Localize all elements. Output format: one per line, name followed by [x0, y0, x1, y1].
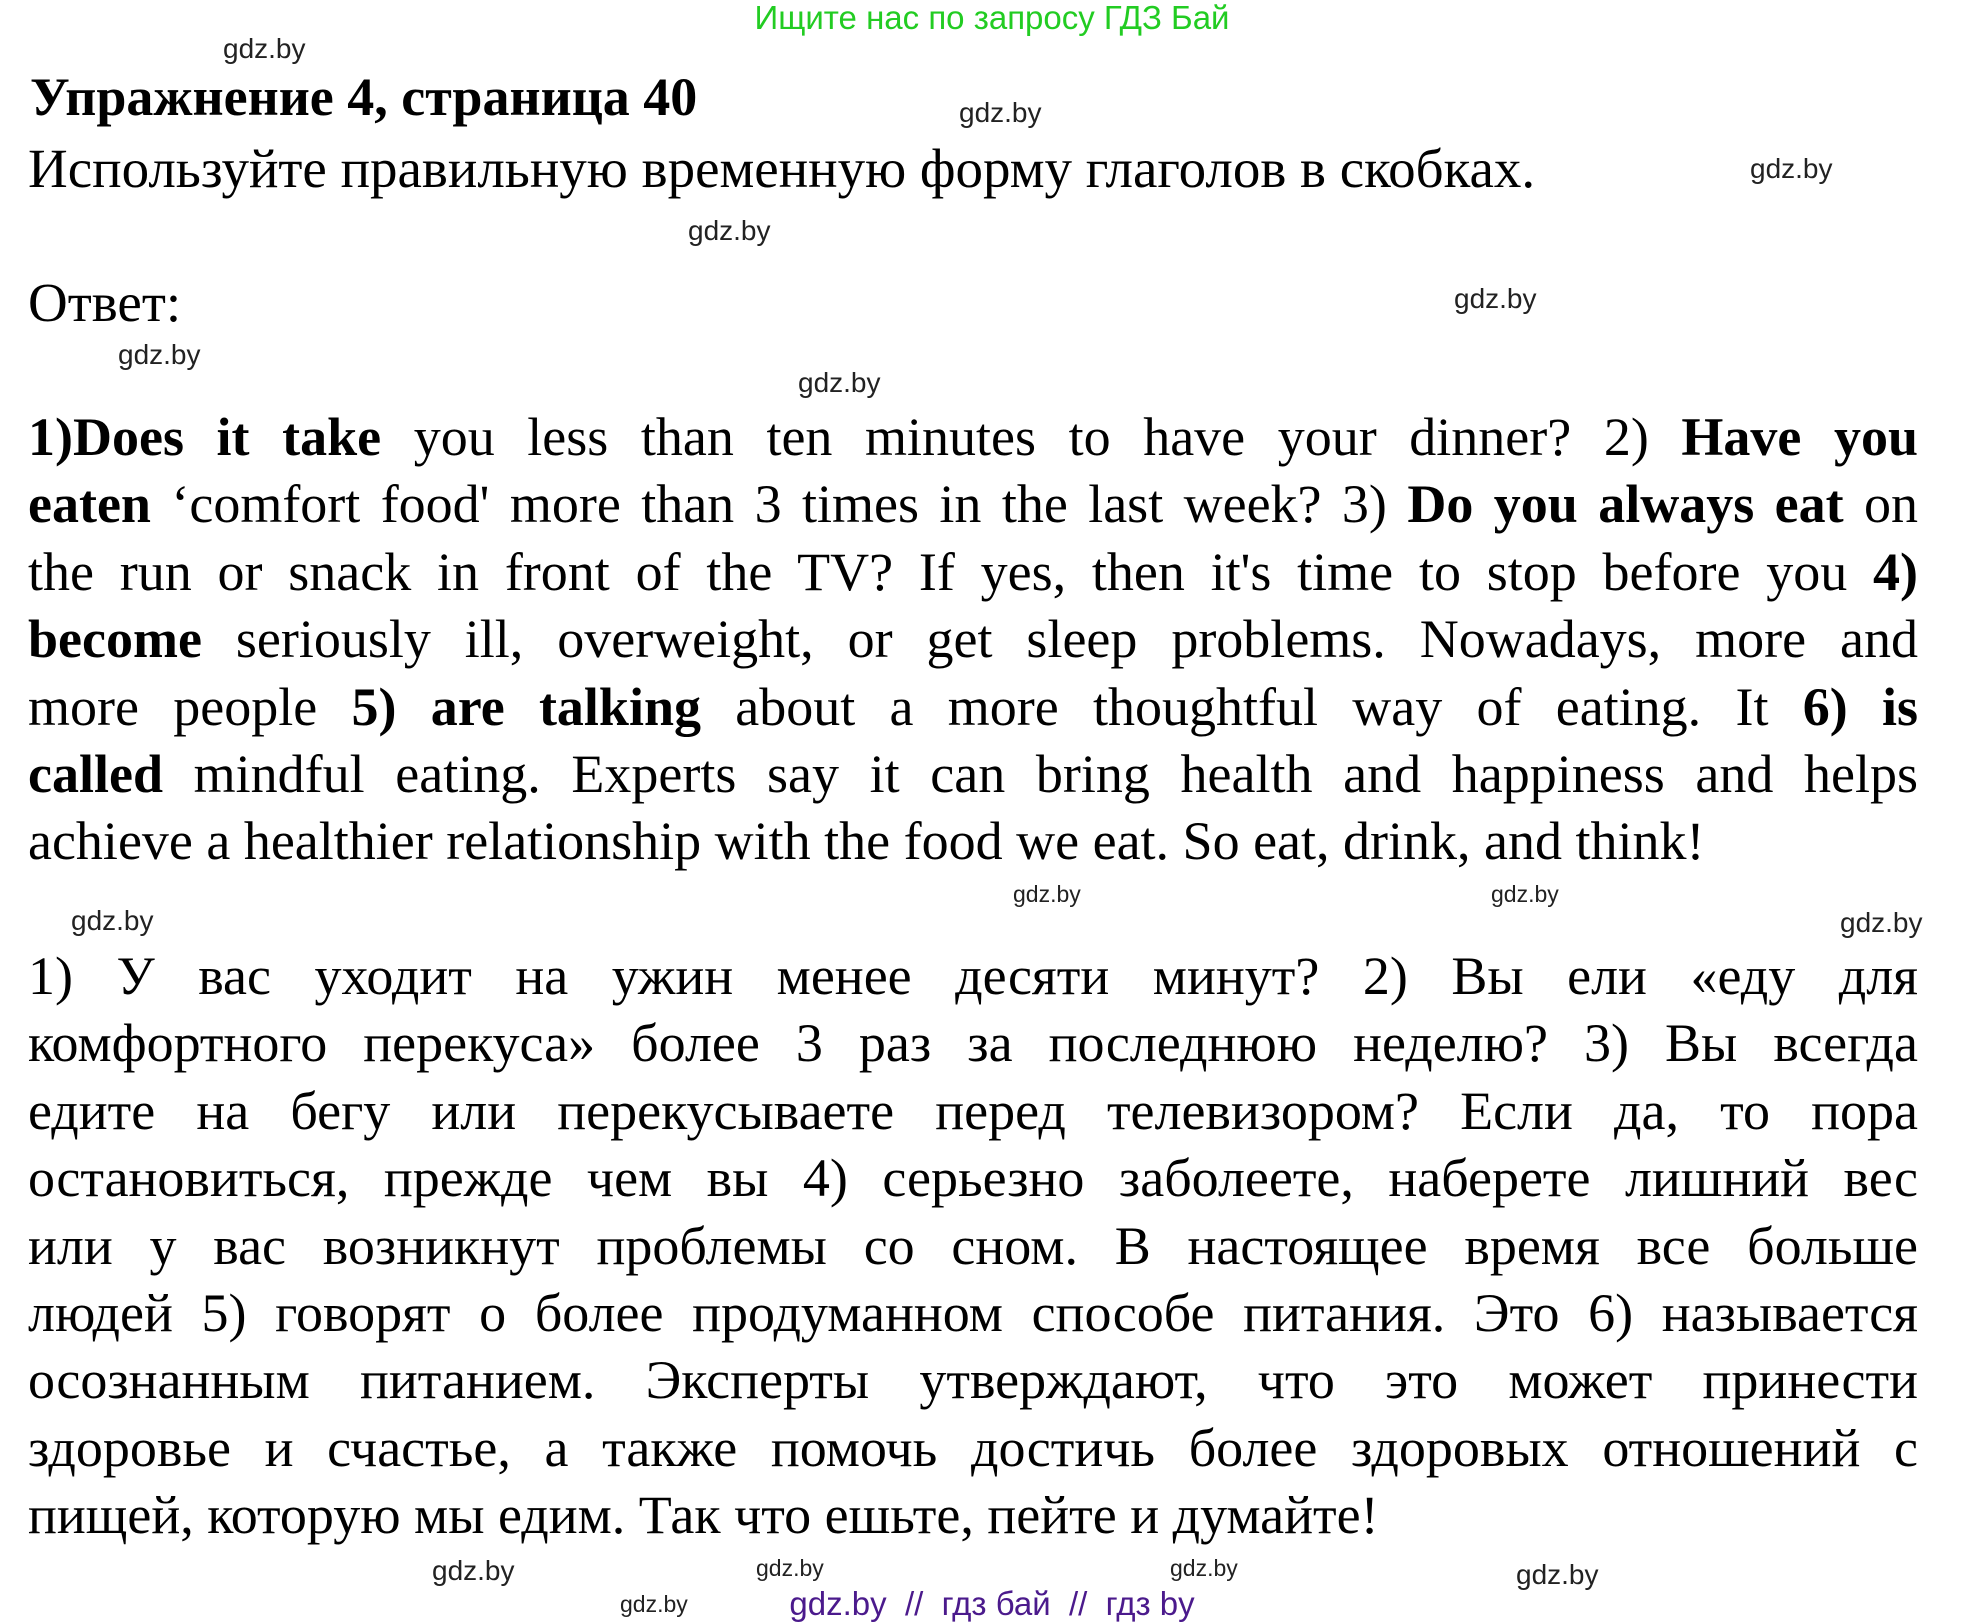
- watermark: gdz.by: [1170, 1555, 1238, 1581]
- text-line: [28, 808, 1918, 875]
- text-segment: остановиться, прежде чем вы 4) серьезно заболеете, наберете лишний вес: [28, 1148, 1918, 1209]
- text-line: [28, 1482, 1918, 1549]
- page-title: Упражнение 4, страница 40: [30, 67, 698, 127]
- watermark: gdz.by: [620, 1591, 688, 1617]
- watermark: gdz.by: [223, 33, 306, 64]
- text-segment: осознанным питанием. Эксперты утверждают, что это может принести: [28, 1350, 1918, 1411]
- text-segment: seriously ill, overweight, or get sleep problems. Nowadays, more and: [201, 609, 1918, 670]
- verb-answer: eaten: [28, 474, 151, 535]
- text-segment: ‘comfort food' more than 3 times in the last week? 3): [150, 474, 1408, 535]
- verb-answer: 4): [1873, 541, 1918, 602]
- watermark: gdz.by: [1516, 1559, 1599, 1590]
- text-line: [28, 943, 1918, 1010]
- text-line: [28, 1415, 1918, 1482]
- verb-answer: Have you: [1681, 407, 1918, 467]
- text-segment: mindful eating. Experts say it can bring health and happiness and helps: [162, 744, 1918, 805]
- text-segment: или у вас возникнут проблемы со сном. В настоящее время все больше: [28, 1215, 1918, 1276]
- text-line: [28, 1213, 1918, 1280]
- text-segment: едите на бегу или перекусываете перед телевизором? Если да, то пора: [28, 1080, 1918, 1141]
- text-line: [28, 404, 1918, 471]
- text-segment: on: [1843, 474, 1918, 535]
- text-line: [28, 741, 1918, 808]
- watermark: gdz.by: [1454, 283, 1537, 314]
- text-segment: more people: [28, 676, 352, 737]
- verb-answer: 5) are talking: [351, 676, 701, 737]
- text-line: [28, 1347, 1918, 1414]
- text-line: [28, 674, 1918, 741]
- text-segment: about a more thoughtful way of eating. It: [701, 676, 1803, 737]
- answer-russian-paragraph: [28, 943, 1918, 1550]
- watermark: gdz.by: [1013, 881, 1081, 907]
- answer-english-paragraph: [28, 404, 1918, 876]
- text-line: [28, 1145, 1918, 1212]
- text-line: [28, 606, 1918, 673]
- watermark: gdz.by: [1840, 907, 1923, 938]
- verb-answer: 6) is: [1802, 676, 1918, 737]
- verb-answer: 1)Does it take: [28, 407, 382, 467]
- text-segment: 1) У вас уходит на ужин менее десяти минут? 2) Вы ели «еду для: [28, 946, 1918, 1006]
- text-segment: achieve a healthier relationship with the food we eat. So eat, drink, and think!: [28, 811, 1705, 872]
- watermark: gdz.by: [798, 367, 881, 398]
- text-line: [28, 539, 1918, 606]
- verb-answer: become: [28, 609, 202, 670]
- watermark: gdz.by: [1491, 881, 1559, 907]
- watermark: gdz.by: [959, 97, 1042, 128]
- text-line: [28, 471, 1918, 538]
- text-segment: здоровье и счастье, а также помочь достичь более здоровых отношений с: [28, 1417, 1918, 1478]
- text-segment: людей 5) говорят о более продуманном способе питания. Это 6) называется: [28, 1283, 1918, 1344]
- text-line: [28, 1010, 1918, 1077]
- watermark: gdz.by: [756, 1555, 824, 1581]
- text-segment: you less than ten minutes to have your dinner? 2): [381, 407, 1682, 467]
- answer-label: Ответ:: [28, 272, 182, 333]
- watermark: gdz.by: [432, 1555, 515, 1586]
- search-hint-banner: Ищите нас по запросу ГДЗ Бай: [754, 0, 1230, 36]
- watermark: gdz.by: [118, 339, 201, 370]
- site-footer-banner: gdz.by // гдз бай // гдз by: [789, 1585, 1195, 1622]
- verb-answer: called: [28, 744, 163, 805]
- text-segment: комфортного перекуса» более 3 раз за последнюю неделю? 3) Вы всегда: [28, 1013, 1918, 1074]
- text-line: [28, 1078, 1918, 1145]
- watermark: gdz.by: [688, 215, 771, 246]
- watermark: gdz.by: [71, 905, 154, 936]
- exercise-instruction: Используйте правильную временную форму глаголов в скобках.: [28, 138, 1536, 199]
- text-segment: the run or snack in front of the TV? If yes, then it's time to stop before you: [28, 541, 1874, 602]
- verb-answer: Do you always eat: [1407, 474, 1844, 535]
- text-line: [28, 1280, 1918, 1347]
- text-segment: пищей, которую мы едим. Так что ешьте, пейте и думайте!: [28, 1485, 1379, 1546]
- watermark: gdz.by: [1750, 153, 1833, 184]
